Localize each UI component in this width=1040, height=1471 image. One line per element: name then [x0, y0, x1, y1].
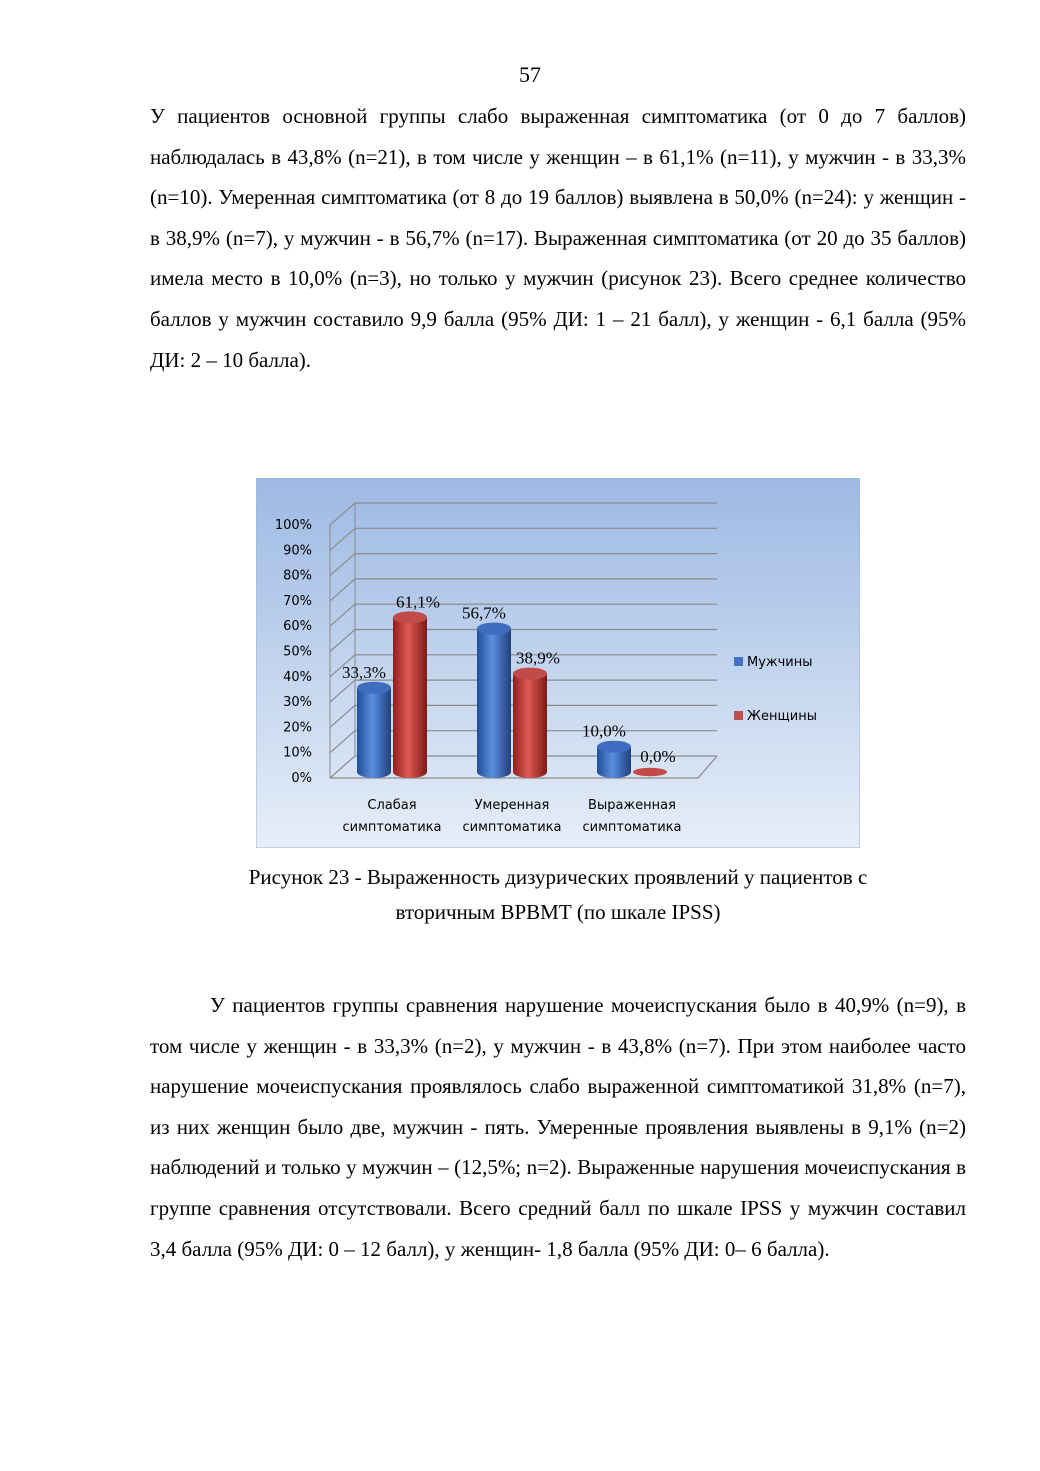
data-label: 61,1% — [396, 592, 440, 612]
bar-chart — [256, 478, 860, 848]
legend-swatch-0 — [734, 657, 743, 666]
bar-cap — [597, 741, 631, 753]
y-tick-label: 40% — [283, 669, 312, 685]
y-tick-label: 30% — [283, 695, 312, 711]
legend-label-0: Мужчины — [747, 655, 813, 670]
y-tick-label: 80% — [283, 568, 312, 584]
y-tick-label: 60% — [283, 619, 312, 635]
data-label: 56,7% — [462, 603, 506, 623]
legend-swatch-1 — [734, 711, 743, 720]
bar-cap — [477, 623, 511, 635]
y-tick-label: 0% — [291, 771, 312, 786]
x-category-label: Умеренная симптоматика — [462, 798, 562, 835]
body-paragraph-1: У пациентов основной группы слабо выраженная симптоматика (от 0 до 7 баллов) наблюдалась в 43,8% (n=21), в том числе у женщин – в 61,1% (n=11), у мужчин - в 33,3% (n=10). Умеренная симптоматика (от 8 до 19 баллов) выявлена в 50,0% (n=24): у женщин - в 38,9% (n=7), у мужчин - в 56,7% (n=17). Выраженная симптоматика (от 20 до 35 баллов) имела место в 10,0% (n=3), но только у мужчин (рисунок 23). Всего среднее количество баллов у мужчин составило 9,9 балла (95% ДИ: 1 – 21 балл), у женщин - 6,1 балла (95% ДИ: 2 – 10 балла). — [150, 104, 966, 372]
bar-cap — [393, 611, 427, 623]
data-label: 0,0% — [640, 747, 676, 766]
body-paragraph-2: У пациентов группы сравнения нарушение мочеиспускания было в 40,9% (n=9), в том числе у женщин - в 33,3% (n=2), у мужчин - в 43,8% (n=7). При этом наиболее часто нарушение мочеиспускания проявлялось слабо выраженной симптоматикой 31,8% (n=7), из них женщин было две, мужчин - пять. Умеренные проявления выявлены в 9,1% (n=2) наблюдений и только у мужчин – (12,5%; n=2). Выраженные нарушения мочеиспускания в группе сравнения отсутствовали. Всего средний балл по шкале IPSS у мужчин составил 3,4 балла (95% ДИ: 0 – 12 балл), у женщин- 1,8 балла (95% ДИ: 0– 6 балла). — [150, 993, 966, 1261]
page-number: 57 — [519, 62, 541, 87]
caption-line-2: вторичным ВРВМТ (по шкале IPSS) — [395, 900, 721, 924]
bar-Женщины-2 — [633, 768, 667, 776]
bar-Женщины-0 — [393, 617, 427, 778]
caption-line-1: Рисунок 23 - Выраженность дизурических проявлений у пациентов с — [248, 865, 868, 889]
data-label: 38,9% — [516, 648, 560, 668]
figure-caption — [150, 860, 966, 930]
data-label: 33,3% — [342, 662, 386, 682]
y-tick-label: 100% — [274, 518, 312, 533]
y-tick-label: 10% — [283, 745, 312, 761]
chart-figure — [256, 478, 860, 848]
y-tick-label: 70% — [283, 593, 312, 609]
bar-Мужчины-0 — [357, 688, 391, 778]
data-label: 10,0% — [582, 721, 626, 741]
x-category-label: Слабая симптоматика — [342, 798, 442, 835]
legend-label-1: Женщины — [747, 709, 817, 724]
bar-cap — [513, 668, 547, 680]
bar-Мужчины-1 — [477, 629, 511, 778]
y-tick-label: 90% — [283, 543, 312, 559]
bar-cap — [357, 682, 391, 694]
y-tick-label: 20% — [283, 720, 312, 736]
y-tick-label: 50% — [283, 644, 312, 660]
bar-Женщины-1 — [513, 674, 547, 778]
x-category-label: Выраженная симптоматика — [582, 798, 682, 835]
